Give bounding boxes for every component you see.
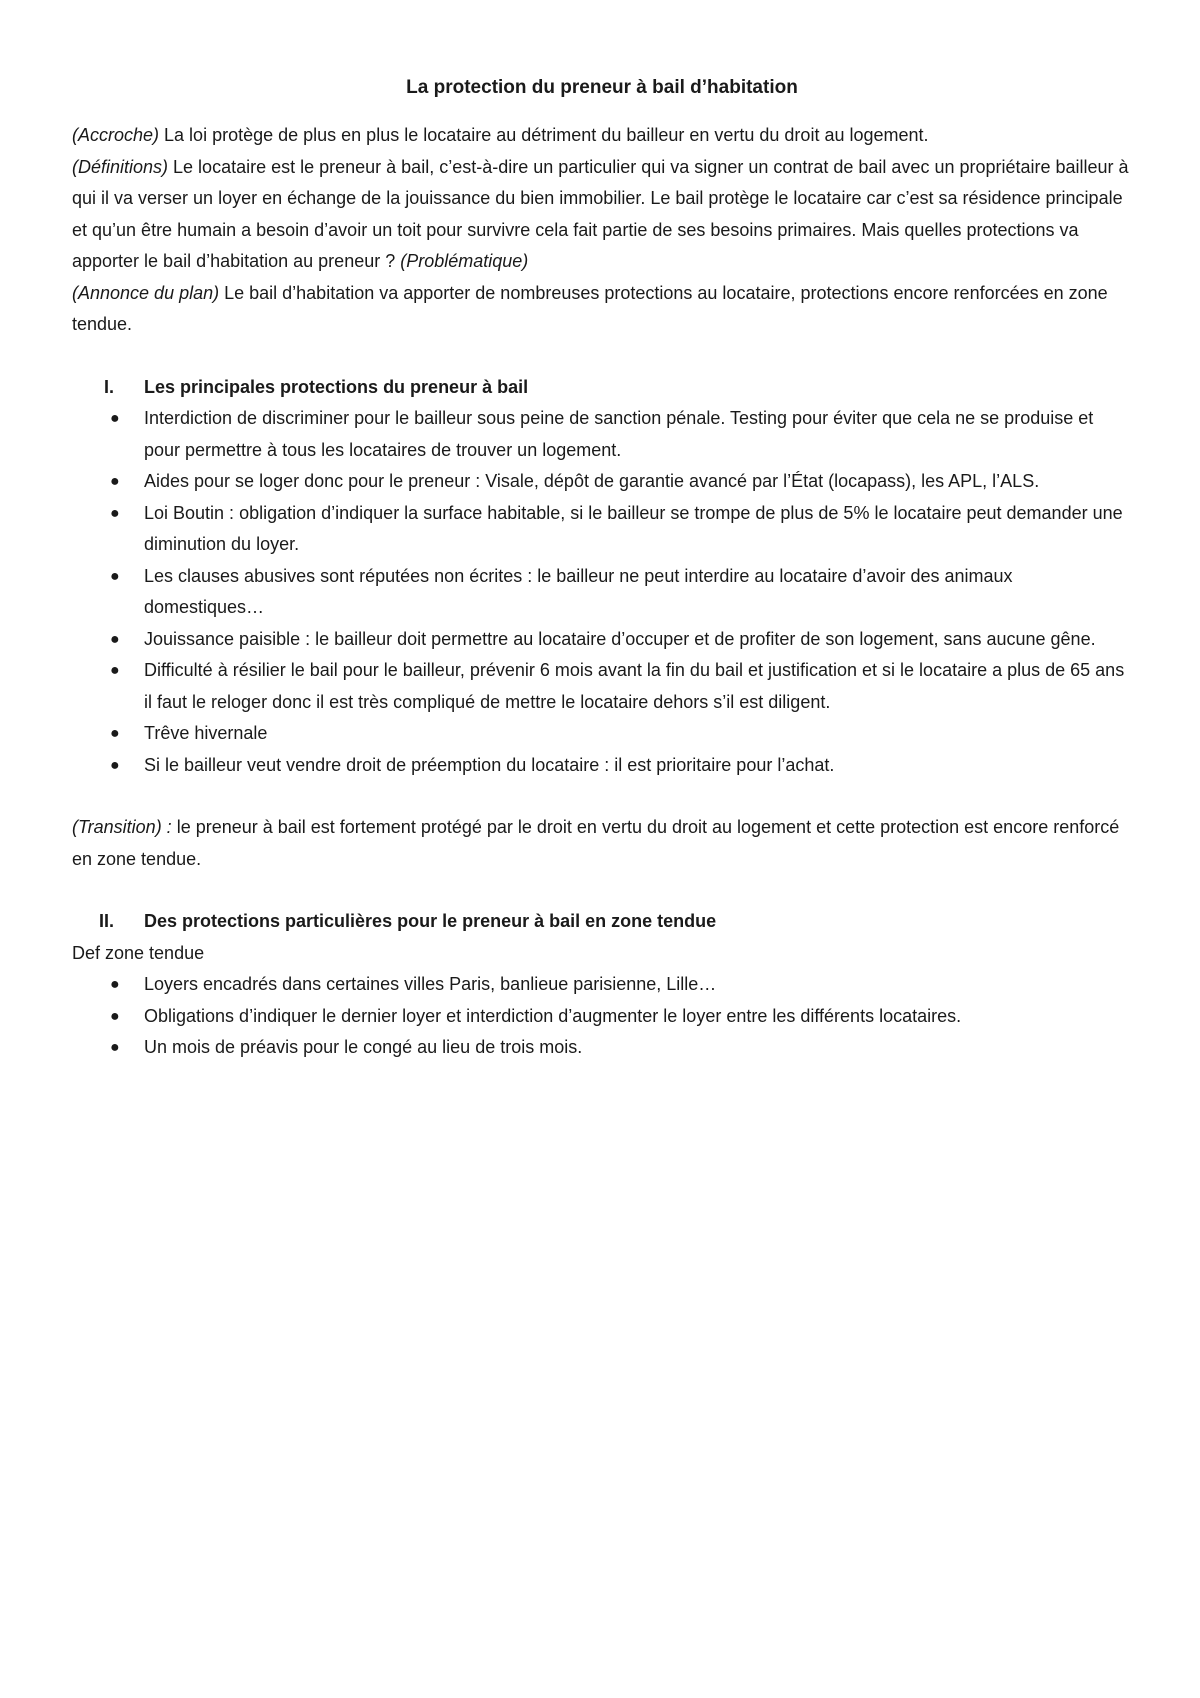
annonce-tag: (Annonce du plan): [72, 282, 220, 303]
list-item-text: Les clauses abusives sont réputées non écrites : le bailleur ne peut interdire au locataire d’avoir des animaux domestiques…: [144, 565, 1013, 617]
section-2-heading: [72, 906, 1132, 938]
list-item: [72, 1001, 1132, 1033]
section-2-bullet-list: [72, 969, 1132, 1064]
section-2-title: Des protections particulières pour le preneur à bail en zone tendue: [144, 911, 717, 931]
section-2-number: II.: [98, 911, 114, 931]
bullet-icon: ●: [110, 473, 120, 490]
bullet-icon: ●: [110, 1039, 120, 1056]
list-item: [72, 466, 1132, 498]
bullet-icon: ●: [110, 630, 120, 648]
list-item: [72, 718, 1132, 750]
bullet-icon: ●: [110, 725, 120, 742]
bullet-icon: ●: [110, 410, 120, 427]
accroche-tag: (Accroche): [72, 125, 160, 145]
bullet-icon: ●: [110, 1007, 120, 1025]
list-item: [72, 403, 1132, 466]
list-item: [72, 624, 1132, 656]
list-item-text: Loi Boutin : obligation d’indiquer la surface habitable, si le bailleur se trompe de plus de 5% le locataire peut demander une diminution du loyer.: [144, 502, 1123, 554]
list-item: [72, 561, 1132, 624]
list-item: [72, 655, 1132, 718]
list-item-text: Un mois de préavis pour le congé au lieu de trois mois.: [144, 1037, 583, 1057]
list-item: [72, 1032, 1132, 1064]
bullet-icon: ●: [110, 504, 120, 522]
list-item-text: Aides pour se loger donc pour le preneur : Visale, dépôt de garantie avancé par l’État (locapass), les APL, l’ALS.: [144, 471, 1040, 491]
transition-tag: (Transition) :: [72, 817, 172, 837]
list-item-text: Obligations d’indiquer le dernier loyer et interdiction d’augmenter le loyer entre les différents locataires.: [144, 1005, 962, 1026]
bullet-icon: ●: [110, 662, 120, 679]
transition-text: le preneur à bail est fortement protégé par le droit en vertu du droit au logement et cette protection est encore renforcé en zone tendue.: [72, 817, 1120, 869]
list-item-text: Trêve hivernale: [144, 723, 268, 743]
section-1-number: I.: [103, 376, 114, 397]
document-content: [72, 72, 1132, 1064]
list-item-text: Loyers encadrés dans certaines villes Paris, banlieue parisienne, Lille…: [144, 974, 717, 994]
section-2-subtext: Def zone tendue: [72, 942, 205, 963]
document-title: La protection du preneur à bail d’habitation: [406, 77, 798, 98]
accroche-text: La loi protège de plus en plus le locataire au détriment du bailleur en vertu du droit au logement.: [159, 125, 929, 145]
problematique-tag: (Problématique): [400, 251, 529, 271]
list-item: [72, 750, 1132, 782]
section-1-title: Les principales protections du preneur à bail: [144, 376, 529, 397]
list-item: [72, 969, 1132, 1001]
introduction-paragraph: [72, 120, 1132, 341]
section-1-heading: [72, 372, 1132, 404]
transition-paragraph: [72, 812, 1132, 875]
bullet-icon: ●: [110, 567, 120, 585]
list-item-text: Difficulté à résilier le bail pour le bailleur, prévenir 6 mois avant la fin du bail et justification et si le locataire a plus de 65 ans il faut le reloger donc il est très compliqué de mettre le locataire dehors s’il est diligent.: [144, 660, 1125, 712]
bullet-icon: ●: [110, 756, 120, 774]
annonce-text: Le bail d’habitation va apporter de nombreuses protections au locataire, protections encore renforcées en zone tendue.: [72, 282, 1108, 334]
list-item: [72, 498, 1132, 561]
section-1-bullet-list: [72, 403, 1132, 781]
list-item-text: Jouissance paisible : le bailleur doit permettre au locataire d’occuper et de profiter de son logement, sans aucune gêne.: [144, 628, 1096, 649]
definitions-text: Le locataire est le preneur à bail, c’est-à-dire un particulier qui va signer un contrat de bail avec un propriétaire bailleur à qui il va verser un loyer en échange de la jouissance du bien immobilier. Le bail protège le locataire car c’est sa résidence principale et qu’un être humain a besoin d’avoir un toit pour survivre cela fait partie de ses besoins primaires. Mais quelles protections va apporter le bail d’habitation au preneur ?: [72, 156, 1129, 271]
list-item-text: Si le bailleur veut vendre droit de préemption du locataire : il est prioritaire pour l’achat.: [144, 754, 835, 775]
list-item-text: Interdiction de discriminer pour le bailleur sous peine de sanction pénale. Testing pour éviter que cela ne se produise et pour permettre à tous les locataires de trouver un logement.: [144, 408, 1094, 460]
definitions-tag: (Définitions): [72, 156, 169, 177]
bullet-icon: ●: [110, 976, 120, 993]
